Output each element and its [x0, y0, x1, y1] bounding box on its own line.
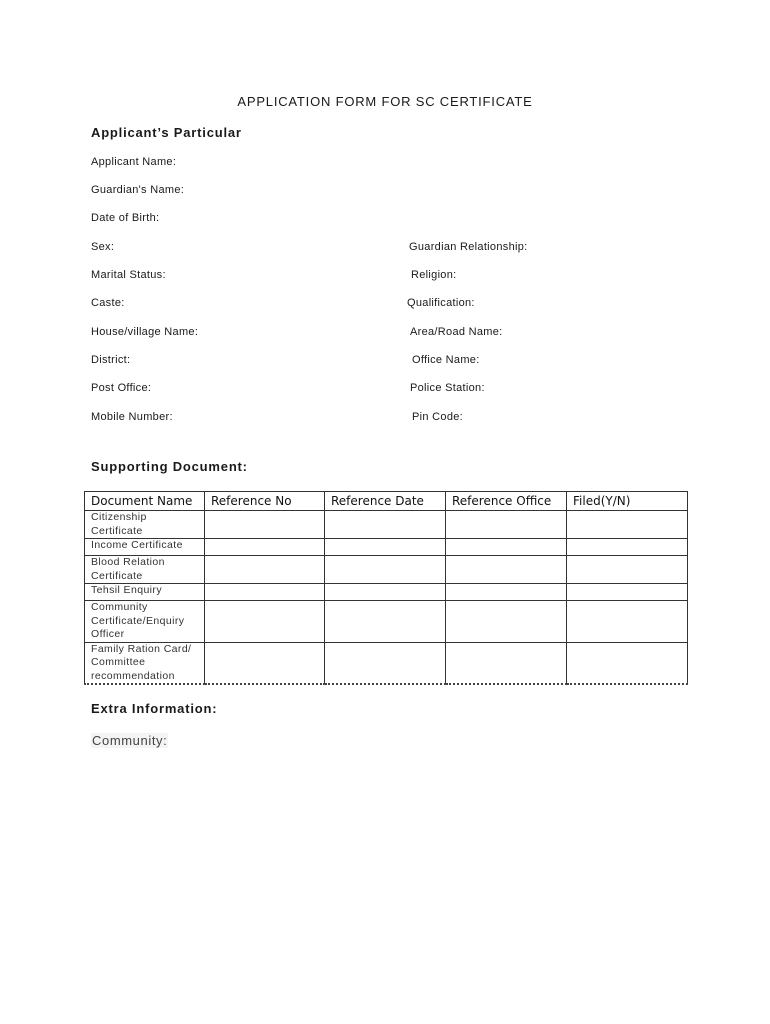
community-field[interactable] [91, 732, 168, 750]
reference-date-cell[interactable] [325, 539, 446, 556]
area-road-name-label: Area/Road Name: [410, 326, 503, 338]
marital-status-label: Marital Status: [91, 269, 166, 281]
caste-label: Caste: [91, 297, 125, 309]
column-header-filed: Filed(Y/N) [567, 492, 688, 511]
document-name-cell: Family Ration Card/ Committee recommendation [85, 642, 205, 684]
document-name-cell: Community Certificate/Enquiry Officer [85, 601, 205, 643]
guardian-relationship-label: Guardian Relationship: [409, 241, 528, 253]
reference-office-cell[interactable] [446, 642, 567, 684]
house-village-name-label: House/village Name: [91, 326, 199, 338]
table-row [85, 642, 688, 684]
reference-office-cell[interactable] [446, 601, 567, 643]
religion-label: Religion: [411, 269, 457, 281]
police-station-label: Police Station: [410, 382, 485, 394]
post-office-label: Post Office: [91, 382, 152, 394]
date-of-birth-label: Date of Birth: [91, 212, 160, 224]
document-name-cell: Blood Relation Certificate [85, 556, 205, 584]
reference-date-cell[interactable] [325, 556, 446, 584]
filed-cell[interactable] [567, 642, 688, 684]
applicant-section-heading: Applicant’s Particular [91, 125, 242, 140]
table-row [85, 601, 688, 643]
mobile-number-label: Mobile Number: [91, 411, 173, 423]
reference-office-cell[interactable] [446, 584, 567, 601]
reference-office-cell[interactable] [446, 556, 567, 584]
office-name-label: Office Name: [412, 354, 480, 366]
column-header-reference-office: Reference Office [446, 492, 567, 511]
table-row [85, 511, 688, 539]
reference-date-cell[interactable] [325, 511, 446, 539]
guardian-name-label: Guardian's Name: [91, 184, 185, 196]
community-label: Community: [92, 733, 168, 748]
pin-code-label: Pin Code: [412, 411, 464, 423]
column-header-reference-date: Reference Date [325, 492, 446, 511]
reference-date-cell[interactable] [325, 642, 446, 684]
reference-no-cell[interactable] [205, 601, 325, 643]
column-header-reference-no: Reference No [205, 492, 325, 511]
table-row [85, 584, 688, 601]
filed-cell[interactable] [567, 511, 688, 539]
reference-date-cell[interactable] [325, 584, 446, 601]
reference-no-cell[interactable] [205, 642, 325, 684]
reference-date-cell[interactable] [325, 601, 446, 643]
qualification-label: Qualification: [407, 297, 475, 309]
applicant-name-label: Applicant Name: [91, 156, 177, 168]
reference-no-cell[interactable] [205, 584, 325, 601]
document-name-cell: Income Certificate [85, 539, 205, 556]
extra-information-heading: Extra Information: [91, 701, 218, 716]
reference-no-cell[interactable] [205, 539, 325, 556]
form-title: APPLICATION FORM FOR SC CERTIFICATE [237, 94, 533, 109]
reference-office-cell[interactable] [446, 511, 567, 539]
document-name-cell: Tehsil Enquiry [85, 584, 205, 601]
document-name-cell: Citizenship Certificate [85, 511, 205, 539]
column-header-document-name: Document Name [85, 492, 205, 511]
table-row [85, 556, 688, 584]
reference-no-cell[interactable] [205, 511, 325, 539]
supporting-documents-table [84, 491, 688, 685]
supporting-document-heading: Supporting Document: [91, 459, 248, 474]
filed-cell[interactable] [567, 601, 688, 643]
reference-office-cell[interactable] [446, 539, 567, 556]
district-label: District: [91, 354, 131, 366]
filed-cell[interactable] [567, 539, 688, 556]
table-header-row [85, 492, 688, 511]
filed-cell[interactable] [567, 556, 688, 584]
reference-no-cell[interactable] [205, 556, 325, 584]
table-row [85, 539, 688, 556]
filed-cell[interactable] [567, 584, 688, 601]
sex-label: Sex: [91, 241, 115, 253]
